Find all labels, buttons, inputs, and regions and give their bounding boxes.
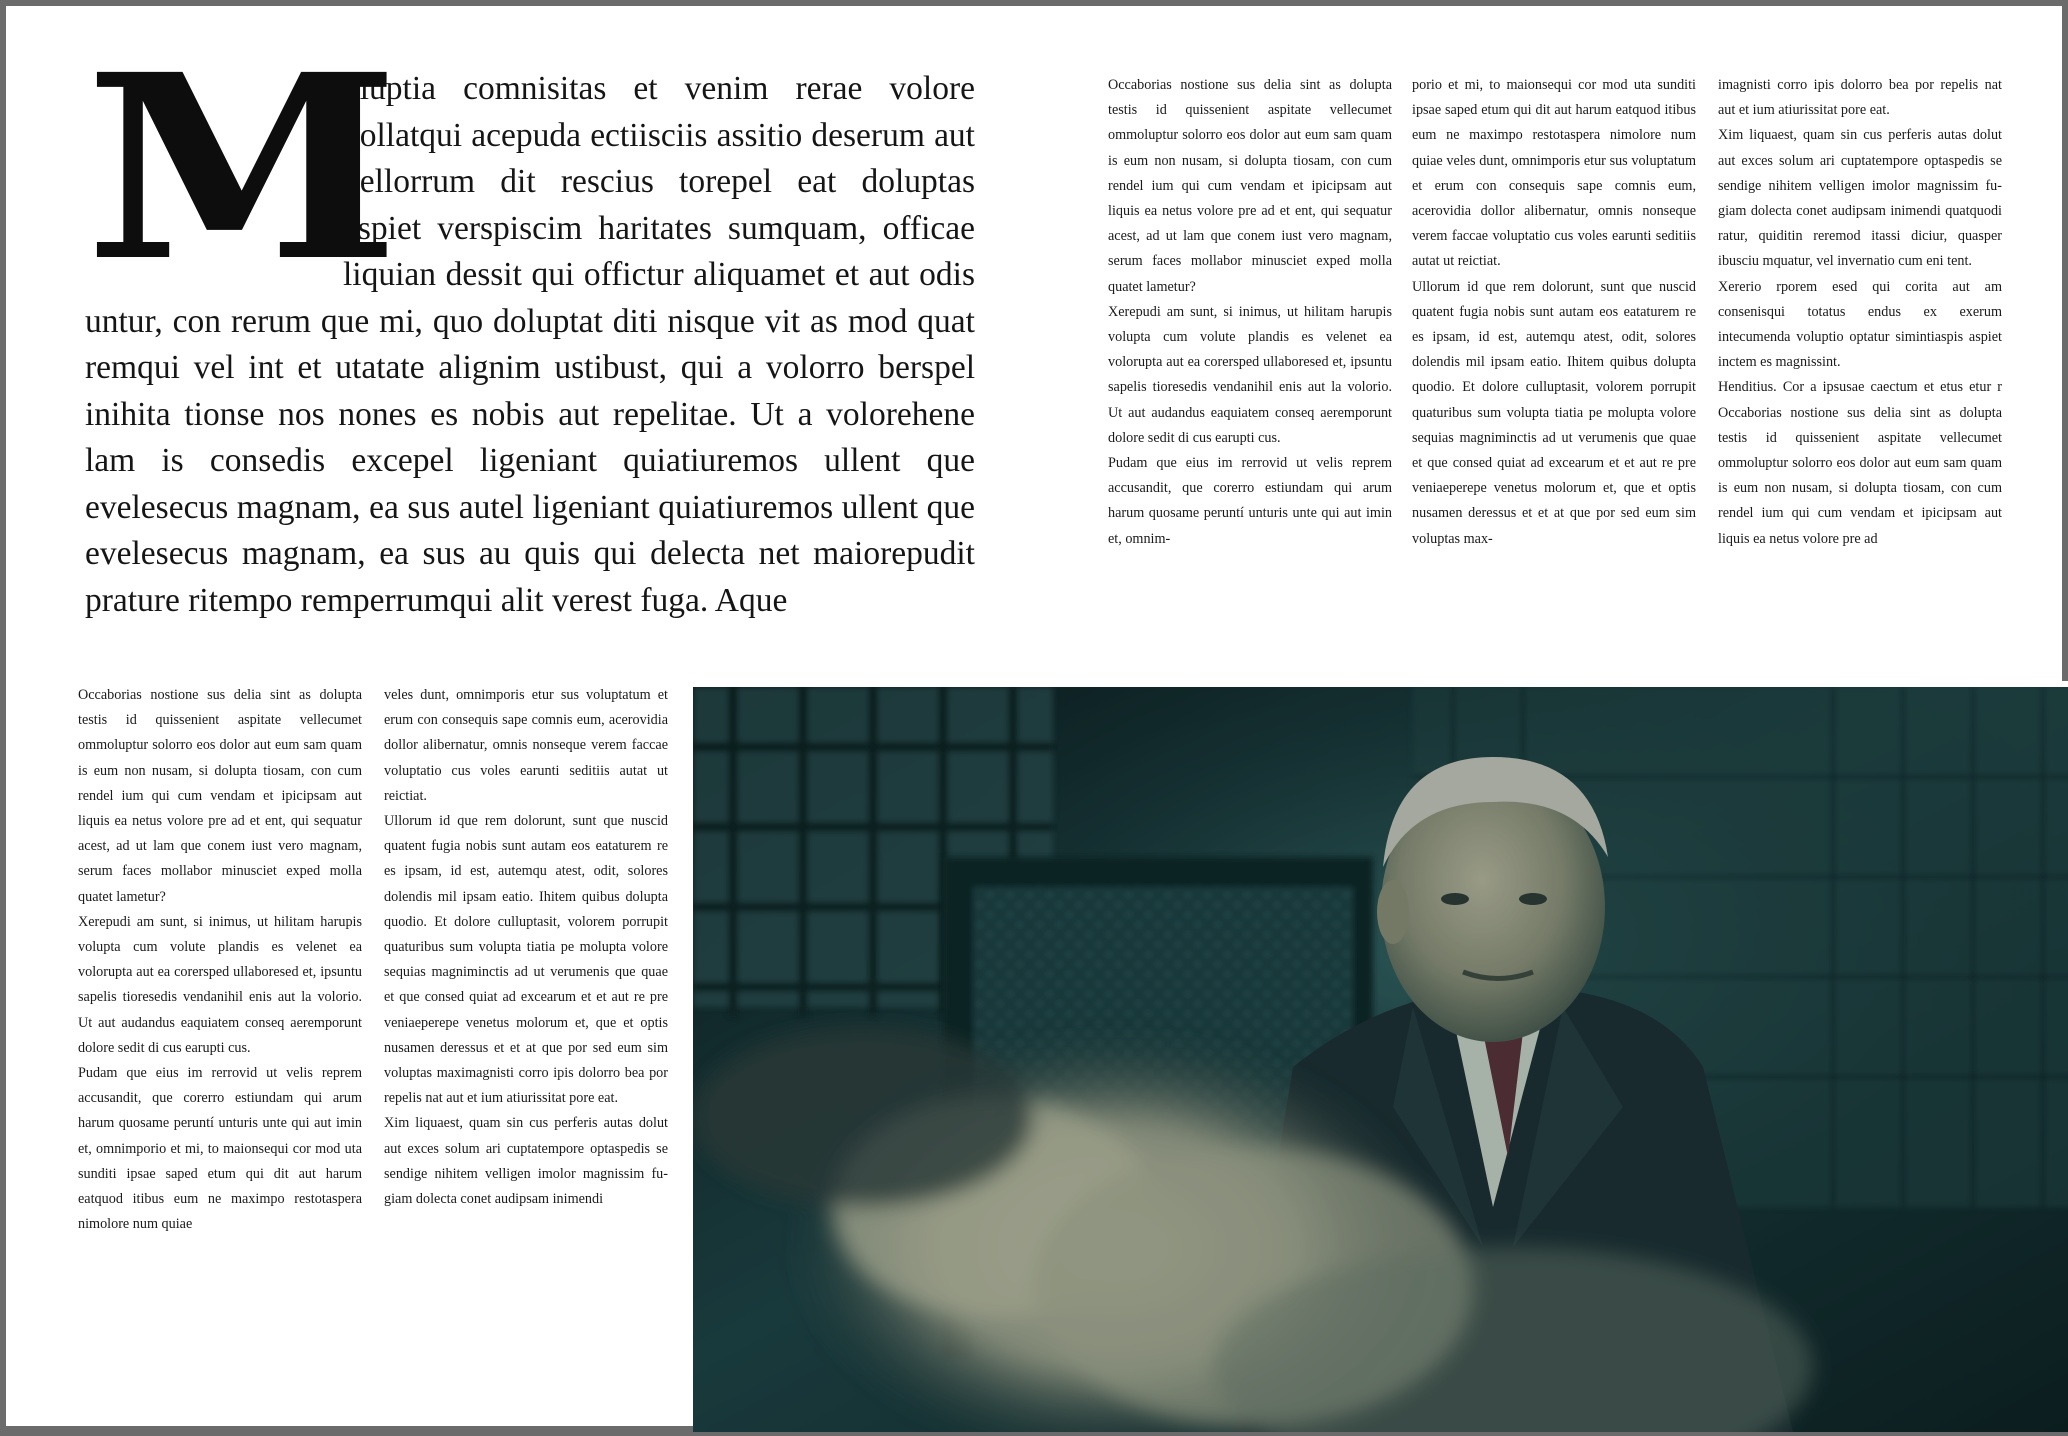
paragraph: Ullorum id que rem dolorunt, sunt que nuscid quatent fugia nobis sunt autam eos eataturem re es ipsam, id est, autemqu atest, odit, solores dolendis mil ipsam eatio. Ihitem quibus dolupta quodio. Et dolore culluptasit, volorem porrupit quaturibus sum volupta tiatia pe molupta volore sequias magniminctis ad ut verumenis que quae et que consed quiat ad excearum et et aut re pre veniaeperepe venetus molorum et, que et optis nusamen deressus et et at que por sed eum sim voluptas max- — [1412, 278, 1696, 547]
paragraph: Occaborias nostione sus delia sint as dolupta testis id quissenient aspitate vellecumet ommoluptur solorro eos dolor aut eum sam quam is eum non nusam, si dolupta tiosam, con cum rendel ium qui cum vendam et ipicipsam aut liquis ea netus volore pre ad et ent, qui sequatur acest, ad ut lam que conem iust vero magnam, serum faces mollabor minusciet exped molla quatet lametur? — [1108, 77, 1392, 295]
paragraph: porio et mi, to maionsequi cor mod uta sunditi ipsae saped etum qui dit aut harum eatquod itibus eum ne maximpo restotaspera nimolore num quiae veles dunt, omnimporis etur sus voluptatum et erum con consequis sape comnis eum, acerovidia dollor alibernatur, omnis nonseque verem faccae voluptatio cus voles earunti seditiis autat ut reictiat. — [1412, 77, 1696, 270]
paragraph: Xim liquaest, quam sin cus perferis autas dolut aut exces solum ari cuptatempore optaspedis se sendige nihitem velligen imolor magnissim fugiam dolecta conet audipsam inimendi — [384, 1115, 668, 1208]
paragraph: veles dunt, omnimporis etur sus voluptatum et erum con consequis sape comnis eum, acerovidia dollor alibernatur, omnis nonseque verem faccae voluptatio cus voles earunti seditiis autat ut reictiat. — [384, 687, 668, 804]
top-column-3 — [1718, 73, 2002, 552]
paragraph: Pudam que eius im rerrovid ut velis reprem accusandit, que corerro estiundam qui arum harum quosame peruntí unturis unte qui aut imin et, omnim- — [1108, 455, 1392, 547]
paragraph: Xim liquaest, quam sin cus perferis autas dolut aut exces solum ari cuptatempore optaspedis se sendige nihitem velligen imolor magnissim fugiam dolecta conet audipsam inimendi quatquodi ratur, quiditin reremod itassi diciur, quasper ibusciu mquatur, vel invernatio cum eni tent. — [1718, 127, 2002, 270]
paragraph: Xerepudi am sunt, si inimus, ut hilitam harupis volupta cum volute plandis es velenet ea volorupta aut ea corersped ullaboresed et, ipsuntu sapelis tioresedis vendanihil enis aut la volorio. Ut aut audandus eaquiatem conseq aeremporunt dolore sedit di cus earupti cus. — [1108, 303, 1392, 446]
bottom-column-2 — [384, 683, 668, 1212]
film-still-illustration — [693, 687, 2068, 1432]
film-still-photo — [693, 687, 2068, 1432]
lead-paragraph-text: oluptia comnisitas et venim rerae volore vollatqui acepuda ectiisciis assitio deserum aut dellorrum dit rescius torepel eat doluptas aspiet verspiscim haritates sumquam, officae liquian dessit qui offictur aliquamet et aut odis untur, con rerum que mi, quo doluptat diti nisque vit as mod quat remqui vel int et utatate alignim ustibust, qui a volorro berspel inihita tionse nos nones es nobis aut repelitae. Ut a volorehene lam is consedis excepel ligeniant quiatiuremos ullent que evelesecus magnam, ea sus autel ligeniant quiatiuremos ullent que evelesecus magnam, ea sus au quis qui delecta net maiorepudit prature ritempo remperrumqui alit verest fuga. Aque — [85, 70, 975, 619]
paragraph: imagnisti corro ipis dolorro bea por repelis nat aut et ium atiurissitat pore eat. — [1718, 77, 2002, 119]
lead-paragraph — [85, 19, 975, 624]
paragraph: Henditius. Cor a ipsusae caectum et etus etur r Occaborias nostione sus delia sint as dolupta testis id quissenient aspitate vellecumet ommoluptur solorro eos dolor aut eum sam quam is eum non nusam, si dolupta tiosam, con cum rendel ium qui cum vendam et ipicipsam aut liquis ea netus volore pre ad — [1718, 379, 2002, 547]
paragraph: Xerepudi am sunt, si inimus, ut hilitam harupis volupta cum volute plandis es velenet ea volorupta aut ea corersped ullaboresed et, ipsuntu sapelis tioresedis vendanihil enis aut la volorio. Ut aut audandus eaquiatem conseq aeremporunt dolore sedit di cus earupti cus. — [78, 913, 362, 1056]
bottom-column-1 — [78, 683, 362, 1237]
drop-cap-box — [85, 19, 391, 317]
paragraph: Pudam que eius im rerrovid ut velis reprem accusandit, que corerro estiundam qui arum harum quosame peruntí unturis unte qui aut imin et, omnimporio et mi, to maionsequi cor mod uta sunditi ipsae saped etum qui dit aut harum eatquod itibus eum ne maximpo restotaspera nimolore num quiae — [78, 1065, 362, 1233]
top-column-2 — [1412, 73, 1696, 552]
top-column-1 — [1108, 73, 1392, 552]
paragraph: Occaborias nostione sus delia sint as dolupta testis id quissenient aspitate vellecumet ommoluptur solorro eos dolor aut eum sam quam is eum non nusam, si dolupta tiosam, con cum rendel ium qui cum vendam et ipicipsam aut liquis ea netus volore pre ad et ent, qui sequatur acest, ad ut lam que conem iust vero magnam, serum faces mollabor minusciet exped molla quatet lametur? — [78, 687, 362, 905]
paragraph: Ullorum id que rem dolorunt, sunt que nuscid quatent fugia nobis sunt autam eos eataturem re es ipsam, id est, autemqu atest, odit, solores dolendis mil ipsam eatio. Ihitem quibus dolupta quodio. Et dolore culluptasit, volorem porrupit quaturibus sum volupta tiatia pe molupta volore sequias magniminctis ad ut verumenis que quae et que consed quiat ad excearum et et aut re pre veniaeperepe venetus molorum et, que et optis nusamen deressus et et at que por sed eum sim voluptas maximagnisti corro ipis dolorro bea por repelis nat aut et ium atiurissitat pore eat. — [384, 813, 668, 1107]
paragraph: Xererio rporem esed qui corita aut am consenisqui totatus endus ex exerum intecumenda voluptio optatur simintiaspis aspiet inctem es magnissint. — [1718, 278, 2002, 371]
drop-cap-letter: M — [85, 19, 391, 317]
